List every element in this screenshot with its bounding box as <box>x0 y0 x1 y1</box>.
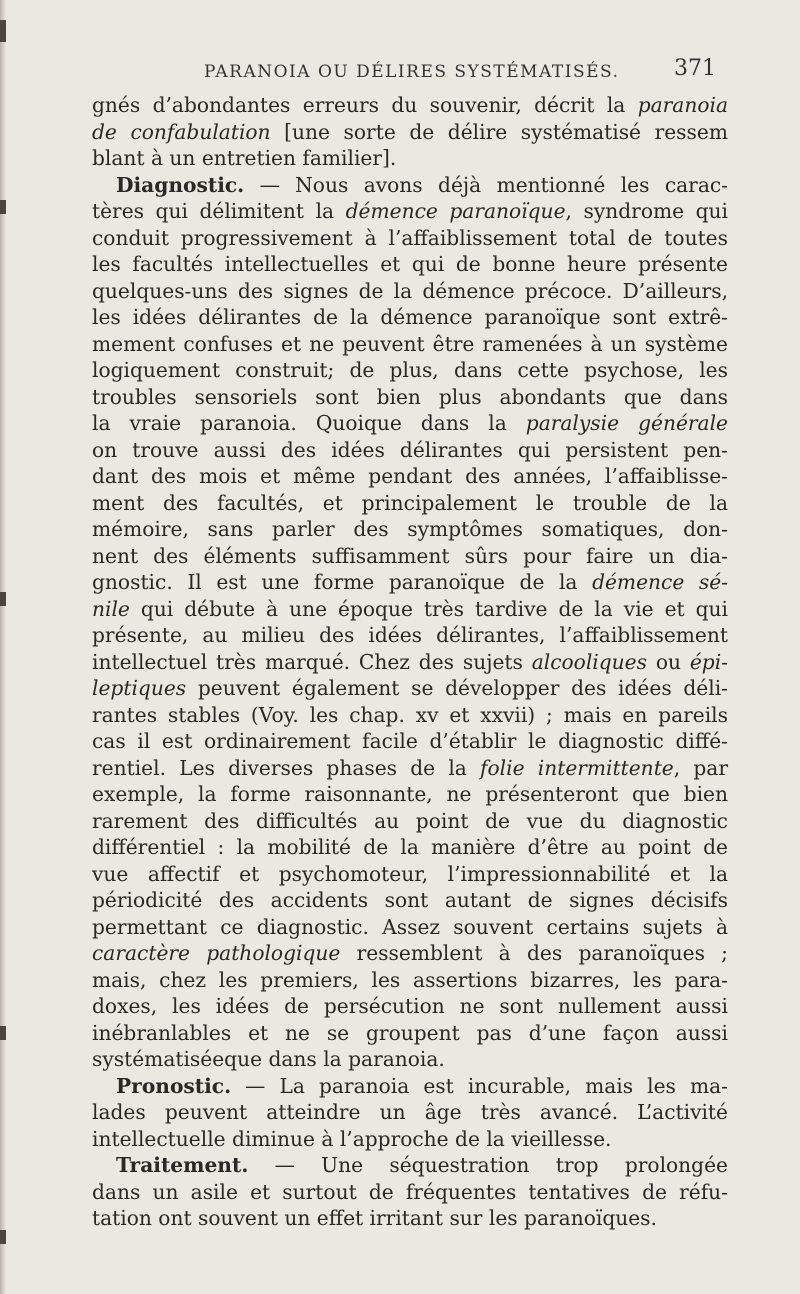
italic-text: caractère pathologique <box>92 941 341 965</box>
line-text: — Une séquestration trop prolongée <box>248 1153 728 1177</box>
page-edge <box>0 0 6 1294</box>
italic-text: nile <box>92 596 130 621</box>
line-text: rarement des difficultés au point de vue du diagnostic <box>92 808 728 833</box>
text-line <box>92 1205 728 1232</box>
line-text: gnés d’abondantes erreurs du souvenir, décrit la <box>92 93 638 117</box>
line-text: intellectuelle diminue à l’approche de la vieillesse. <box>92 1126 612 1151</box>
line-text: mement confuses et ne peuvent être ramenées à un système <box>92 331 728 356</box>
body-text <box>92 92 728 1232</box>
text-line <box>92 384 728 411</box>
text-line <box>92 914 728 941</box>
text-line <box>92 755 728 782</box>
text-line <box>92 251 728 278</box>
italic-text: de confabulation <box>92 119 271 144</box>
text-line <box>92 225 728 252</box>
line-text: ment des facultés, et principalement le trouble de la <box>92 490 728 515</box>
italic-text: démence paranoïque <box>345 199 566 223</box>
line-text: nent des éléments suffisamment sûrs pour faire un dia- <box>92 543 728 568</box>
line-text: logiquement construit; de plus, dans cette psychose, les <box>92 358 728 382</box>
line-text: les idées délirantes de la démence paranoïque sont extrê- <box>92 305 728 329</box>
text-line <box>92 1046 728 1073</box>
line-text: rentiel. Les diverses phases de la <box>92 755 481 780</box>
text-line <box>92 172 728 199</box>
text-line <box>92 675 728 702</box>
line-text: [une sorte de délire systématisé ressem <box>270 119 728 144</box>
text-line <box>92 834 728 861</box>
text-line <box>92 410 728 437</box>
line-text: intellectuel très marqué. Chez des sujets <box>92 649 532 674</box>
line-text: quelques-uns des signes de la démence précoce. D’ailleurs, <box>92 278 728 303</box>
text-line <box>92 1179 728 1206</box>
line-text: mais, chez les premiers, les assertions bizarres, les para- <box>92 967 728 992</box>
line-text: permettant ce diagnostic. Assez souvent certains sujets à <box>92 914 728 939</box>
line-text: — La paranoia est incurable, mais les ma- <box>231 1073 728 1098</box>
text-line <box>92 1126 728 1153</box>
text-line <box>92 622 728 649</box>
text-line <box>92 516 728 543</box>
text-line <box>92 543 728 570</box>
line-text: rantes stables (Voy. les chap. xv et xxvii) ; mais en pareils <box>92 702 728 727</box>
text-line <box>92 781 728 808</box>
line-text: la vraie paranoia. Quoique dans la <box>92 411 526 435</box>
text-line <box>92 198 728 225</box>
line-text: peuvent également se développer des idées déli- <box>186 676 728 700</box>
line-text: ou <box>647 649 690 674</box>
italic-text: folie intermittente <box>480 755 674 780</box>
text-line <box>92 145 728 172</box>
line-text: doxes, les idées de persécution ne sont nullement aussi <box>92 994 728 1018</box>
text-line <box>92 940 728 967</box>
text-line <box>92 437 728 464</box>
line-text: lades peuvent atteindre un âge très avancé. L’activité <box>92 1100 728 1124</box>
text-line <box>92 808 728 835</box>
margin-mark <box>0 1026 6 1040</box>
line-text: périodicité des accidents sont autant de signes décisifs <box>92 888 728 912</box>
line-text: on trouve aussi des idées délirantes qui persistent pen- <box>92 437 728 462</box>
line-text: inébranlables et ne se groupent pas d’une façon aussi <box>92 1020 728 1045</box>
text-line <box>92 1099 728 1126</box>
italic-text: épi- <box>689 649 728 674</box>
text-line <box>92 649 728 676</box>
text-line <box>92 887 728 914</box>
line-text: troubles sensoriels sont bien plus abondants que dans <box>92 384 728 409</box>
page-header <box>92 56 722 86</box>
margin-mark <box>0 592 6 606</box>
section-heading: Pronostic. <box>116 1073 232 1098</box>
line-text: vue affectif et psychomoteur, l’impressionnabilité et la <box>92 861 728 886</box>
line-text: blant à un entretien familier]. <box>92 146 397 170</box>
text-line <box>92 278 728 305</box>
line-text: systématiséeque dans la paranoia. <box>92 1047 445 1071</box>
line-text: les facultés intellectuelles et qui de bonne heure présente <box>92 252 728 276</box>
text-line <box>92 119 728 146</box>
italic-text: démence sé- <box>592 570 728 594</box>
section-heading: Diagnostic. <box>116 172 245 197</box>
text-line <box>92 1020 728 1047</box>
line-text: cas il est ordinairement facile d’établir le diagnostic diffé- <box>92 729 728 753</box>
italic-text: alcooliques <box>531 649 647 674</box>
text-line <box>92 463 728 490</box>
line-text: dans un asile et surtout de fréquentes tentatives de réfu- <box>92 1179 728 1204</box>
line-text: qui débute à une époque très tardive de la vie et qui <box>129 596 728 621</box>
italic-text: leptiques <box>92 676 187 700</box>
text-line <box>92 596 728 623</box>
margin-mark <box>0 1230 6 1244</box>
text-line <box>92 1152 728 1179</box>
section-heading: Traitement. <box>116 1153 249 1177</box>
text-line <box>92 728 728 755</box>
line-text: , par <box>673 755 728 780</box>
text-line <box>92 702 728 729</box>
line-text: différentiel : la mobilité de la manière d’être au point de <box>92 835 728 859</box>
text-line <box>92 993 728 1020</box>
page-number: 371 <box>674 56 716 81</box>
running-head: PARANOIA OU DÉLIRES SYSTÉMATISÉS. <box>204 62 620 82</box>
text-line <box>92 92 728 119</box>
line-text: tation ont souvent un effet irritant sur les paranoïques. <box>92 1206 657 1230</box>
text-line <box>92 331 728 358</box>
line-text: gnostic. Il est une forme paranoïque de la <box>92 570 593 594</box>
italic-text: paralysie générale <box>525 411 728 435</box>
text-line <box>92 569 728 596</box>
italic-text: paranoia <box>637 93 728 117</box>
text-line <box>92 967 728 994</box>
margin-mark <box>0 20 6 42</box>
text-line <box>92 1073 728 1100</box>
text-line <box>92 304 728 331</box>
line-text: présente, au milieu des idées délirantes, l’affaiblissement <box>92 623 728 647</box>
line-text: exemple, la forme raisonnante, ne présenteront que bien <box>92 782 728 806</box>
margin-mark <box>0 200 6 214</box>
text-line <box>92 357 728 384</box>
text-line <box>92 490 728 517</box>
line-text: ressemblent à des paranoïques ; <box>340 941 728 965</box>
line-text: mémoire, sans parler des symptômes somatiques, don- <box>92 517 728 541</box>
line-text: , syndrome qui <box>565 199 728 223</box>
text-line <box>92 861 728 888</box>
line-text: dant des mois et même pendant des années, l’affaiblisse- <box>92 464 728 488</box>
line-text: tères qui délimitent la <box>92 199 346 223</box>
line-text: conduit progressivement à l’affaiblissement total de toutes <box>92 225 728 250</box>
line-text: — Nous avons déjà mentionné les carac- <box>244 172 728 197</box>
